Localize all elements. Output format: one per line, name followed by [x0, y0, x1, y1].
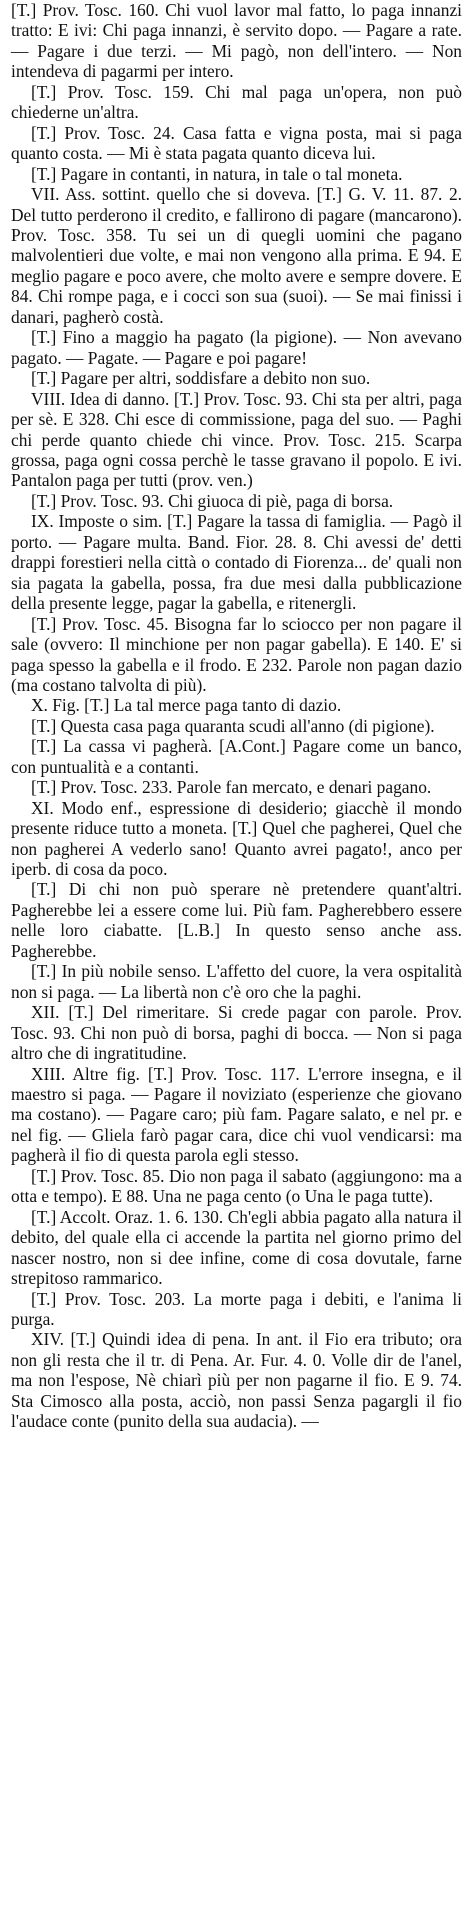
entry-paragraph: [T.] Prov. Tosc. 45. Bisogna far lo sciocco per non pagare il sale (ovvero: Il minchione per non pagar gabella). E 140. E' si paga spesso la gabella e il frodo. E 232. Parole non pagan dazio (ma costano talvolta di più). — [11, 613, 462, 695]
entry-paragraph: [T.] Pagare per altri, soddisfare a debito non suo. — [31, 368, 371, 389]
section-xii-paragraph: XII. [T.] Del rimeritare. Si crede pagar con parole. Prov. Tosc. 93. Chi non può di borsa, paghi di bocca. — Non si paga altro che di ingratitudine. — [11, 1002, 462, 1064]
section-vii-paragraph: VII. Ass. sottint. quello che si doveva. [T.] G. V. 11. 87. 2. Del tutto perderono il credito, e fallirono di pagare (mancarono). Prov. Tosc. 358. Tu sei un di quegli uomini che pagano malvolentieri due volte, e mai non vengono alla prima. E 94. E meglio pagare e poco avere, che molto avere e sempre dovere. E 84. Chi rompe paga, e i cocci son sua (suoi). — Se mai finissi i danari, pagherò costà. — [11, 184, 462, 327]
entry-paragraph: [T.] Di chi non può sperare nè pretendere quant'altri. Pagherebbe lei a essere come lui. Più fam. Pagherebbero essere nelle loro ciabatte. [L.B.] In questo senso anche ass. Pagherebbe. — [11, 879, 462, 961]
entry-paragraph: [T.] Pagare in contanti, in natura, in tale o tal moneta. — [31, 163, 403, 184]
entry-paragraph: [T.] Prov. Tosc. 233. Parole fan mercato, e denari pagano. — [31, 777, 432, 798]
section-viii-paragraph: VIII. Idea di danno. [T.] Prov. Tosc. 93. Chi sta per altri, paga per sè. E 328. Chi esce di commissione, paga del suo. — Paghi chi perde quanto chiede chi vince. Prov. Tosc. 215. Scarpa grossa, paga ogni cossa perchè le tasse gravano il popolo. E ivi. Pantalon paga per tutti (prov. ven.) — [11, 388, 462, 491]
entry-paragraph: [T.] Prov. Tosc. 85. Dio non paga il sabato (aggiungono: ma a otta e tempo). E 88. Una ne paga cento (o Una le paga tutte). — [11, 1165, 462, 1207]
entry-paragraph: [T.] Accolt. Oraz. 1. 6. 130. Ch'egli abbia pagato alla natura il debito, del quale ella ci accende la partita nel giorno primo del nascer nostro, non si dee infine, come di cosa dovutale, farne strepitoso rammarico. — [11, 1206, 462, 1289]
entry-paragraph: [T.] Prov. Tosc. 159. Chi mal paga un'opera, non può chiederne un'altra. — [11, 81, 462, 123]
section-ix-paragraph: IX. Imposte o sim. [T.] Pagare la tassa di famiglia. — Pagò il porto. — Pagare multa. Band. Fior. 28. 8. Chi avessi de' detti drappi forestieri nella città o contado di Fiorenza... de' quali non sia pagata la gabella, possa, fra due mesi dalla pubblicazione della presente legge, pagar la gabella, e ritenergli. — [11, 511, 462, 614]
section-xi-paragraph: XI. Modo enf., espressione di desiderio; giacchè il mondo presente riduce tutto a moneta. [T.] Quel che pagherei, Quel che non pagherei A vederlo sano! Quanto avrei pagato!, anco per iperb. di cosa da poco. — [11, 797, 462, 880]
entry-paragraph: [T.] Prov. Tosc. 203. La morte paga i debiti, e l'anima li purga. — [11, 1288, 462, 1329]
entry-paragraph: [T.] Prov. Tosc. 160. Chi vuol lavor mal fatto, lo paga innanzi tratto: E ivi: Chi paga innanzi, è servito dopo. — Pagare a rate. — Pagare i due terzi. — Mi pagò, non dell'intero. — Non intendeva di pagarmi per intero. — [11, 0, 462, 82]
entry-paragraph: [T.] Questa casa paga quaranta scudi all'anno (di pigione). — [31, 715, 435, 736]
entry-paragraph: [T.] In più nobile senso. L'affetto del cuore, la vera ospitalità non si paga. — La libertà non c'è oro che la paghi. — [11, 961, 462, 1002]
section-xiv-paragraph: XIV. [T.] Quindi idea di pena. In ant. il Fio era tributo; ora non gli resta che il tr. di Pena. Ar. Fur. 4. 0. Volle dir de l'anel, ma non l'espose, Nè chiarì più per non pagarne il fio. E 9. 74. Sta Cimosco alla posta, acciò, non passi Senza pagargli il fio l'audace conte (punito della sua audacia). — — [11, 1329, 462, 1432]
entry-paragraph: [T.] Prov. Tosc. 93. Chi giuoca di piè, paga di borsa. — [31, 490, 394, 511]
entry-paragraph: [T.] Prov. Tosc. 24. Casa fatta e vigna posta, mai si paga quanto costa. — Mi è stata pagata quanto diceva lui. — [11, 122, 462, 164]
entry-paragraph: [T.] Fino a maggio ha pagato (la pigione). — Non avevano pagato. — Pagate. — Pagare e poi pagare! — [11, 327, 462, 368]
section-xiii-paragraph: XIII. Altre fig. [T.] Prov. Tosc. 117. L'errore insegna, e il maestro si paga. — Pagare il noviziato (esperienze che giovano ma costano). — Pagare caro; più fam. Pagare salato, e nel pr. e nel fig. — Gliela farò pagar cara, dice chi vuol vendicarsi: ma pagherà il fio di questa parola egli stesso. — [11, 1063, 462, 1166]
entry-paragraph: [T.] La cassa vi pagherà. [A.Cont.] Pagare come un banco, con puntualità e a contanti. — [11, 736, 462, 777]
section-x-paragraph: X. Fig. [T.] La tal merce paga tanto di dazio. — [31, 695, 342, 716]
